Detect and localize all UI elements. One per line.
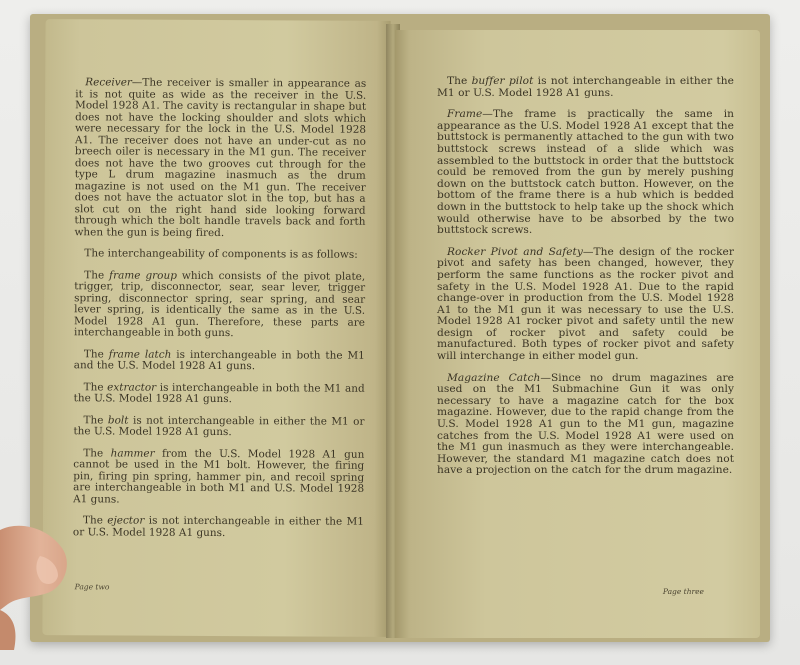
paragraph-ejector: The ejector is not interchangeable in either the M1 or U.S. Model 1928 A1 guns. xyxy=(72,514,365,539)
page-number-left: Page two xyxy=(74,582,110,592)
thumb-holding-page xyxy=(0,500,72,650)
left-page xyxy=(42,19,390,637)
paragraph-hammer: The hammer from the U.S. Model 1928 A1 gun cannot be used in the M1 bolt. However, the firing pin, firing pin spring, hammer pin, and recoil spring are interchangeable in both M1 and U.S. Model 1928 A1 guns. xyxy=(73,446,365,505)
paragraph-extractor: The extractor is interchangeable in both the M1 and the U.S. Model 1928 A1 guns. xyxy=(73,380,365,406)
paragraph-buffer-pilot: The buffer pilot is not interchangeable in either the M1 or U.S. Model 1928 A1 guns. xyxy=(437,75,734,99)
paragraph-frame-group: The frame group which consists of the pivot plate, trigger, trip, disconnector, sear, sear lever, trigger spring, disconnector spring, sear spring, and sear lever spring, is identically the same as in the U.S. Model 1928 A1 gun. Therefore, these parts are interchangeable in both guns. xyxy=(73,268,366,340)
paragraph-magazine-catch: Magazine Catch—Since no drum magazines are used on the M1 Submachine Gun it was only necessary to have a magazine catch for the box magazine. However, due to the rapid change from the U.S. Model 1928 A1 gun to the M1 gun, magazine catches from the U.S. Model 1928 A1 were used on the M1 gun inasmuch as they were interchangeable. However, the standard M1 magazine catch does not have a projection on the catch for the drum magazine. xyxy=(437,371,734,477)
paragraph-frame-latch: The frame latch is interchangeable in both the M1 and the U.S. Model 1928 A1 guns. xyxy=(73,347,365,373)
paragraph-interchangeability: The interchangeability of components is as follows: xyxy=(84,247,358,261)
page-number-right: Page three xyxy=(662,587,704,596)
paragraph-receiver: Receiver—The receiver is smaller in appearance as it is not quite as wide as the receiver in the U.S. Model 1928 A1. The cavity is rectangular in shape but does not have the locking shoulder and slots which were necessary for the lock in the U.S. Model 1928 A1. The receiver does not have an under-cut as no breech oiler is necessary in the M1 gun. The receiver does not have the two grooves cut through for the type L drum magazine inasmuch as the drum magazine is not used on the M1 gun. The receiver does not have the actuator slot in the top, but has a slot cut on the right hand side looking forward through which the bolt handle travels back and forth when the gun is being fired. xyxy=(74,76,367,239)
right-page xyxy=(395,30,760,638)
paragraph-bolt: The bolt is not interchangeable in either the M1 or the U.S. Model 1928 A1 guns. xyxy=(73,413,365,439)
paragraph-frame: Frame—The frame is practically the same in appearance as the U.S. Model 1928 A1 except that the buttstock is permanently attached to the gun with two buttstock screws instead of a slide which was assembled to the buttstock in order that the buttstock could be removed from the gun by merely pushing down on the buttstock catch button. However, on the bottom of the frame there is a hub which is bedded down in the buttstock to help take up the shock which would otherwise have to be absorbed by the two buttstock screws. xyxy=(437,108,734,237)
paragraph-rocker-pivot: Rocker Pivot and Safety—The design of the rocker pivot and safety has been changed, however, they perform the same functions as the rocker pivot and safety in the U.S. Model 1928 A1. Due to the rapid change-over in production from the U.S. Model 1928 A1 to the M1 gun it was necessary to use the U.S. Model 1928 A1 rocker pivot and safety until the new design of rocker pivot and safety could be manufactured. Both types of rocker pivot and safety will interchange in either model gun. xyxy=(437,245,734,363)
